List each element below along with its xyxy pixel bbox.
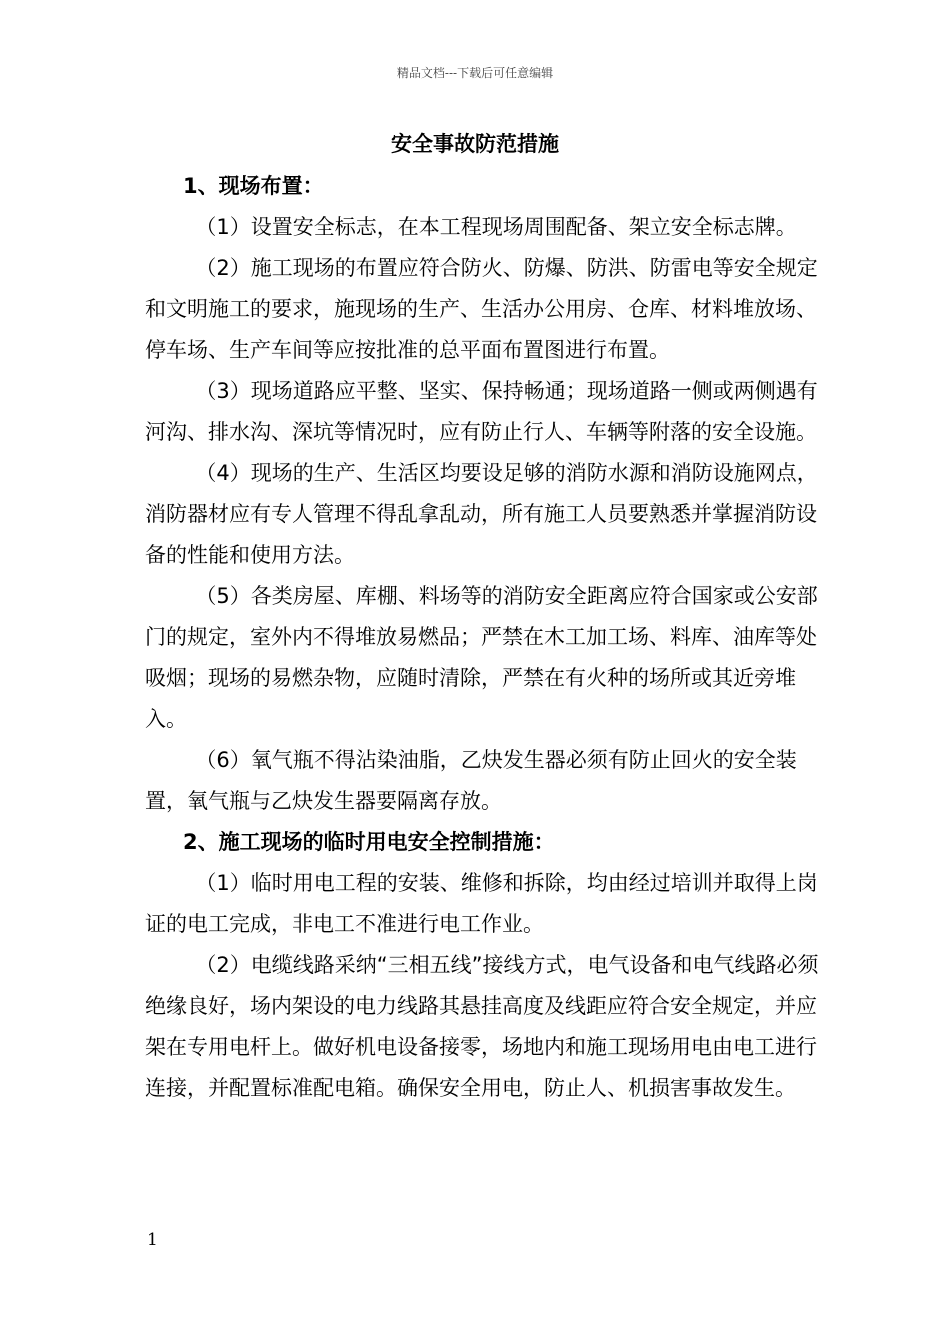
- paragraph: （2）电缆线路采纳“三相五线”接线方式，电气设备和电气线路必须绝缘良好，场内架设的电力线路其悬挂高度及线距应符合安全规定，并应架在专用电杆上。做好机电设备接零，场地内和施工现场用电由电工进行连接，并配置标准配电箱。确保安全用电，防止人、机损害事故发生。: [145, 953, 819, 1100]
- section-heading: 2、施工现场的临时用电安全控制措施：: [183, 830, 555, 854]
- paragraph: （4）现场的生产、生活区均要设足够的消防水源和消防设施网点，消防器材应有专人管理不得乱拿乱动，所有施工人员要熟悉并掌握消防设备的性能和使用方法。: [145, 461, 818, 567]
- document-title: 安全事故防范措施: [391, 132, 559, 156]
- document-body: [145, 166, 830, 1109]
- paragraph: （3）现场道路应平整、坚实、保持畅通；现场道路一侧或两侧遇有河沟、排水沟、深坑等情况时，应有防止行人、车辆等附落的安全设施。: [145, 379, 818, 444]
- page-number: 1: [147, 1230, 158, 1250]
- paragraph: （5）各类房屋、库棚、料场等的消防安全距离应符合国家或公安部门的规定，室外内不得堆放易燃品；严禁在木工加工场、料库、油库等处吸烟；现场的易燃杂物，应随时清除，严禁在有火种的场所或其近旁堆入。: [145, 584, 818, 731]
- paragraph: （2）施工现场的布置应符合防火、防爆、防洪、防雷电等安全规定和文明施工的要求，施现场的生产、生活办公用房、仓库、材料堆放场、停车场、生产车间等应按批准的总平面布置图进行布置。: [145, 256, 818, 362]
- paragraph: （1）设置安全标志，在本工程现场周围配备、架立安全标志牌。: [195, 215, 797, 239]
- paragraph: （1）临时用电工程的安装、维修和拆除，均由经过培训并取得上岗证的电工完成，非电工不准进行电工作业。: [145, 871, 818, 936]
- header-note: 精品文档---下载后可任意编辑: [396, 66, 554, 80]
- paragraph: （6）氧气瓶不得沾染油脂，乙炔发生器必须有防止回火的安全装置，氧气瓶与乙炔发生器要隔离存放。: [145, 748, 797, 813]
- section-heading: 1、现场布置：: [183, 174, 324, 198]
